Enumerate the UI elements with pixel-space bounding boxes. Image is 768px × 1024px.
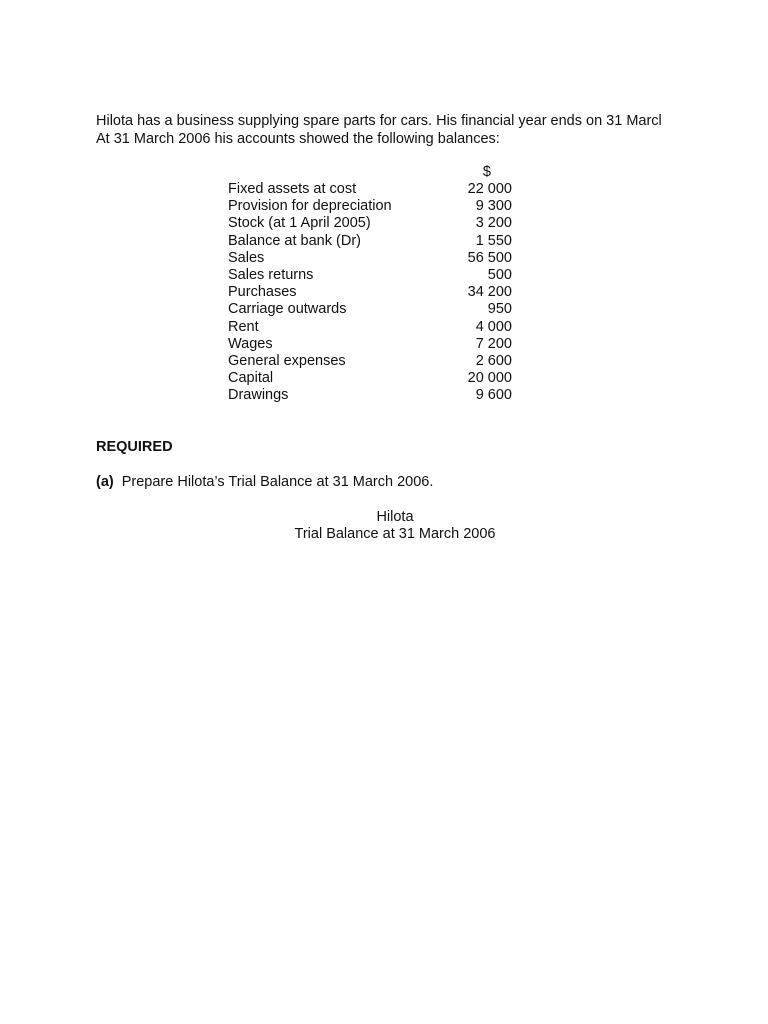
balance-amount: 20 000: [467, 370, 512, 387]
intro-line-1: Hilota has a business supplying spare parts for cars. His financial year ends on 31 Marcl: [96, 113, 662, 129]
balance-amount: 34 200: [467, 284, 512, 301]
balance-row: [228, 233, 512, 250]
balance-label: Purchases: [228, 284, 297, 301]
balance-amount: 9 600: [475, 387, 512, 404]
balance-row: [228, 336, 512, 353]
balance-amount: 950: [487, 301, 512, 318]
balance-row: [228, 267, 512, 284]
balance-label: Sales returns: [228, 266, 314, 283]
balance-label: Drawings: [228, 387, 289, 404]
balance-label: Provision for depreciation: [228, 198, 392, 215]
balance-amount: 2 600: [475, 352, 512, 369]
intro-line-2: At 31 March 2006 his accounts showed the following balances:: [96, 131, 500, 147]
question-text: Prepare Hilota’s Trial Balance at 31 March 2006.: [121, 474, 434, 490]
balance-amount: 500: [487, 266, 512, 283]
balance-row: [228, 370, 512, 387]
balance-row: [228, 181, 512, 198]
balance-amount: 9 300: [475, 198, 512, 215]
balance-label: Rent: [228, 318, 259, 335]
balance-row: [228, 215, 512, 232]
balance-amount: 7 200: [475, 335, 512, 352]
balance-label: General expenses: [228, 352, 346, 369]
balance-row: [228, 353, 512, 370]
required-heading: REQUIRED: [96, 439, 173, 455]
balance-label: Sales: [228, 249, 265, 266]
balance-row: [228, 284, 512, 301]
question-label: (a): [96, 474, 114, 490]
trial-balance-subtitle: Trial Balance at 31 March 2006: [294, 526, 496, 542]
balances-list: [228, 163, 512, 404]
balance-label: Balance at bank (Dr): [228, 232, 361, 249]
balance-row: [228, 250, 512, 267]
balance-row: [228, 387, 512, 404]
balance-row: [228, 198, 512, 215]
balance-amount: 4 000: [475, 318, 512, 335]
balance-row: [228, 301, 512, 318]
balance-amount: 56 500: [467, 249, 512, 266]
balance-label: Capital: [228, 370, 274, 387]
currency-header: $: [482, 164, 491, 180]
balance-amount: 1 550: [475, 232, 512, 249]
balance-amount: 3 200: [475, 215, 512, 232]
balance-label: Carriage outwards: [228, 301, 347, 318]
trial-balance-title: Hilota: [376, 509, 414, 525]
question-a: [96, 474, 433, 490]
balance-label: Stock (at 1 April 2005): [228, 215, 371, 232]
intro-paragraph: [96, 112, 680, 148]
balance-label: Wages: [228, 335, 273, 352]
balance-row: [228, 319, 512, 336]
balance-amount: 22 000: [467, 181, 512, 197]
balance-label: Fixed assets at cost: [228, 181, 357, 197]
